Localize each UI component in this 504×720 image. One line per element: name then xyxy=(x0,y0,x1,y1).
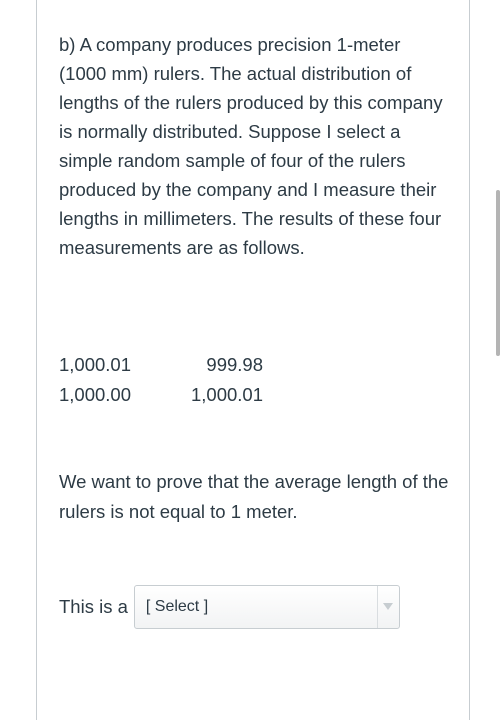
table-row xyxy=(58,380,263,410)
chevron-down-icon xyxy=(377,586,399,628)
prompt-text: We want to prove that the average length of the rulers is not equal to 1 meter. xyxy=(59,471,449,522)
table-cell: 999.98 xyxy=(206,354,263,375)
answer-select[interactable] xyxy=(134,585,400,629)
table-cell: 1,000.01 xyxy=(190,384,263,405)
select-placeholder: [ Select ] xyxy=(145,598,209,615)
table-cell: 1,000.00 xyxy=(59,384,132,405)
answer-prefix: This is a xyxy=(59,596,128,617)
scrollbar[interactable] xyxy=(496,190,500,356)
answer-row xyxy=(59,584,400,630)
table-row xyxy=(58,350,263,380)
table-cell: 1,000.01 xyxy=(59,354,132,375)
question-text: b) A company produces precision 1-meter (1000 mm) rulers. The actual distribution of lengths of the rulers produced by this company is normally distributed. Suppose I select a simple random sample of four of the rulers produced by the company and I measure their lengths in millimeters. The results of these four measurements are as follows. xyxy=(59,34,443,258)
measurements-table xyxy=(58,350,263,410)
